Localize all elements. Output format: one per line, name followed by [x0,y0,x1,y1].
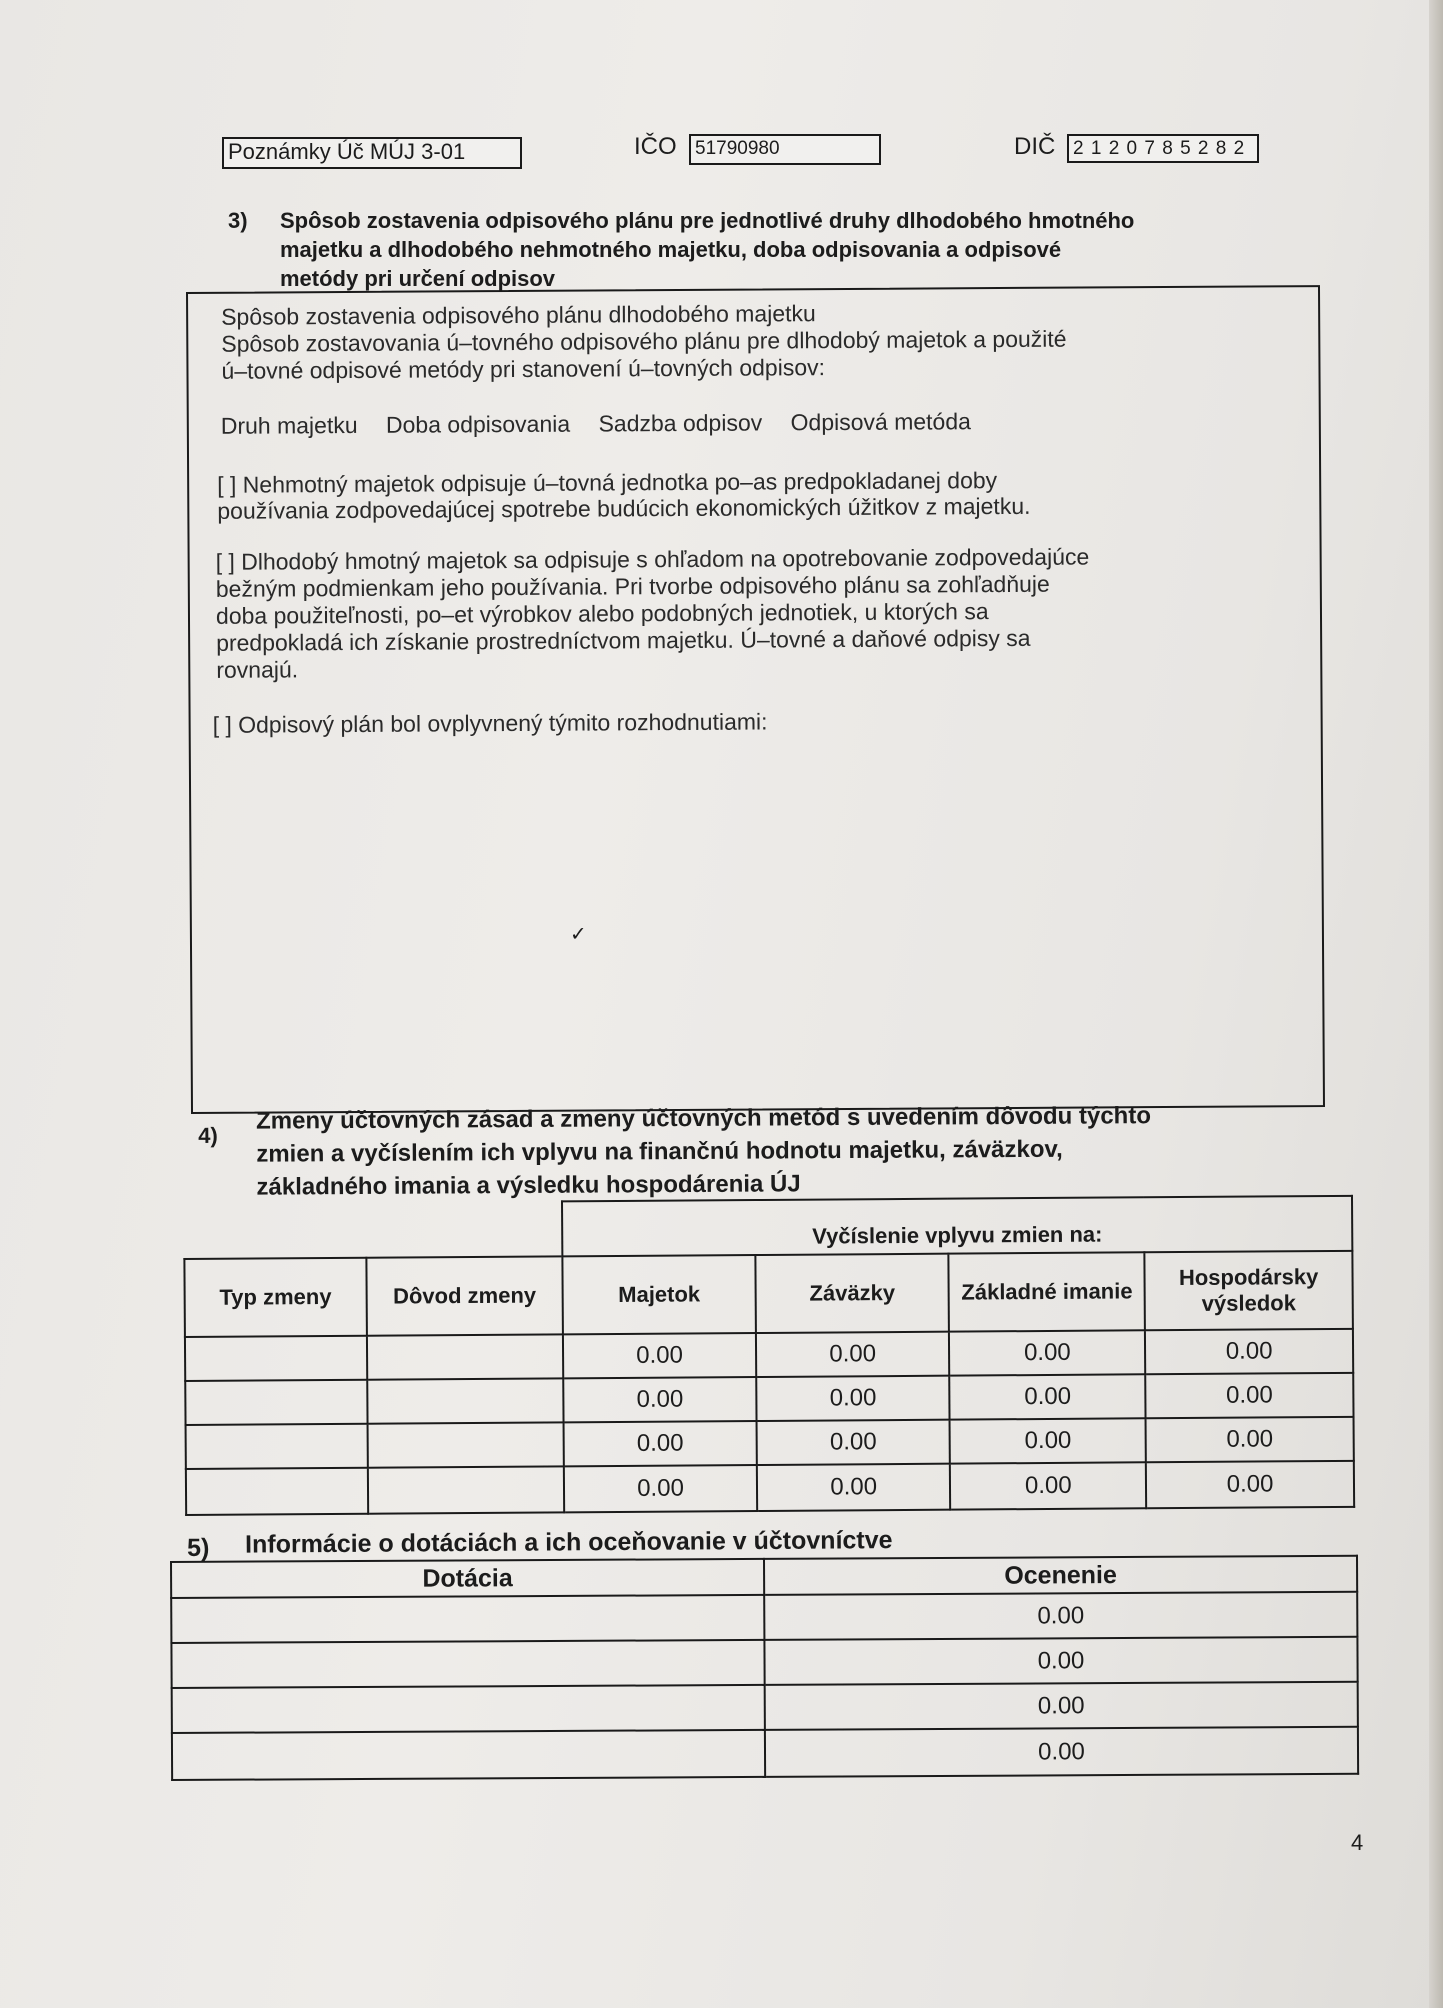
header-liabilities: Záväzky [755,1254,949,1333]
depreciation-plan-box [186,285,1325,1114]
cell: 0.00 [756,1420,950,1465]
header-subsidy: Dotácia [171,1559,764,1598]
ico-label: IČO [634,133,677,160]
body-line: ú–tovné odpisové metódy pri stanovení ú–tovných odpisov: [221,354,826,384]
table-row [172,1682,1358,1733]
plan-columns [221,408,993,440]
dic-value: 2 1 2 0 7 8 5 2 8 2 [1073,138,1246,159]
section5-title-text: Informácie o dotáciách a ich oceňovanie v účtovníctve [244,1526,893,1559]
col-rate: Sadzba odpisov [598,409,763,437]
cell [186,1468,368,1515]
tangible-line: predpokladá ich získanie prostredníctvom majetku. Ú–tovné a daňové odpisy sa [216,624,1031,656]
header-change-type: Typ zmeny [184,1258,366,1337]
cell [367,1334,564,1379]
cell [367,1422,564,1467]
section5-number: 5) [187,1533,210,1562]
table-row [172,1727,1358,1780]
col-period: Doba odpisovania [385,410,571,438]
body-line: Spôsob zostavovania ú–tovného odpisového plánu pre dlhodobý majetok a použité [221,325,1067,357]
cell [172,1685,765,1733]
col-asset-type: Druh majetku [220,411,358,439]
section4-title-line: zmien a vyčíslením ich vplyvu na finančnú hodnotu majetku, záväzkov, [256,1135,1063,1168]
cell: 0.00 [950,1462,1146,1509]
cell [185,1380,367,1425]
intangible-line: [ ] Nehmotný majetok odpisuje ú–tovná jednotka po–as predpokladanej doby [217,467,998,498]
cell: 0.00 [949,1330,1145,1375]
cell: 0.00 [764,1637,1357,1685]
cell [171,1595,764,1643]
body-line: Spôsob zostavenia odpisového plánu dlhodobého majetku [221,300,816,330]
cell [186,1424,368,1469]
section4-number: 4) [198,1122,218,1148]
tangible-line: bežným podmienkam jeho používania. Pri tvorbe odpisového plánu sa zohľadňuje [215,570,1050,602]
section5-title [187,1524,1187,1560]
cell [172,1730,765,1780]
pen-tick-mark: ✓ [569,923,587,946]
table-row [171,1592,1357,1643]
section4-title-line: základného imania a výsledku hospodárenia ÚJ [256,1170,801,1201]
col-method: Odpisová metóda [790,408,971,436]
cell [185,1336,367,1381]
section4-title-line: Zmeny účtovných zásad a zmeny účtovných metód s uvedením dôvodu týchto [256,1102,1152,1135]
section3-title [228,206,1268,293]
dic-value-box [1067,134,1259,163]
cell: 0.00 [764,1592,1357,1640]
cell: 0.00 [1145,1373,1353,1418]
header-result: Hospodársky výsledok [1145,1251,1353,1330]
cell [367,1466,564,1513]
header-valuation: Ocenenie [764,1556,1357,1595]
page-number: 4 [1351,1830,1364,1855]
table-row [171,1637,1357,1688]
section4-title [198,1098,1299,1204]
cell: 0.00 [950,1418,1146,1463]
cell: 0.00 [563,1377,756,1422]
tangible-line: doba použiteľnosti, po–et výrobkov alebo podobných jednotiek, u ktorých sa [215,598,989,629]
section3-number: 3) [228,208,248,233]
impact-group-header: Vyčíslenie vplyvu zmien na: [562,1196,1352,1257]
dic-label: DIČ [1014,133,1056,160]
form-label-box [222,137,522,169]
table-row [186,1461,1354,1515]
form-label: Poznámky Úč MÚJ 3-01 [228,139,466,164]
header-capital: Základné imanie [949,1252,1145,1331]
cell: 0.00 [950,1374,1146,1419]
cell: 0.00 [564,1465,757,1512]
blank-header-area [184,1201,563,1259]
cell: 0.00 [765,1727,1358,1777]
header-change-reason: Dôvod zmeny [366,1256,563,1335]
tangible-line: [ ] Dlhodobý hmotný majetok sa odpisuje s ohľadom na opotrebovanie zodpovedajúce [215,543,1090,575]
changes-table [183,1195,1355,1516]
cell: 0.00 [757,1464,951,1511]
cell [367,1378,564,1423]
section3-title-line: majetku a dlhodobého nehmotného majetku, doba odpisovania a odpisové [280,237,1062,262]
cell: 0.00 [756,1376,950,1421]
paper-edge [1429,0,1443,2008]
cell: 0.00 [1146,1417,1354,1462]
cell: 0.00 [765,1682,1358,1730]
subsidies-table [170,1555,1359,1781]
cell: 0.00 [1145,1329,1353,1374]
section3-title-line: Spôsob zostavenia odpisového plánu pre jednotlivé druhy dlhodobého hmotného [280,208,1135,233]
section3-title-line: metódy pri určení odpisov [280,266,556,291]
cell: 0.00 [563,1333,756,1378]
header-assets: Majetok [563,1255,756,1334]
ico-value-box [689,134,881,165]
cell [171,1640,764,1688]
decisions-line: [ ] Odpisový plán bol ovplyvnený týmito rozhodnutiami: [212,708,768,738]
cell: 0.00 [564,1421,757,1466]
tangible-line: rovnajú. [216,656,299,683]
ico-value: 51790980 [695,138,780,159]
cell: 0.00 [756,1332,950,1377]
cell: 0.00 [1146,1461,1354,1508]
intangible-line: používania zodpovedajúcej spotrebe budúcich ekonomických úžitkov z majetku. [217,492,1031,524]
